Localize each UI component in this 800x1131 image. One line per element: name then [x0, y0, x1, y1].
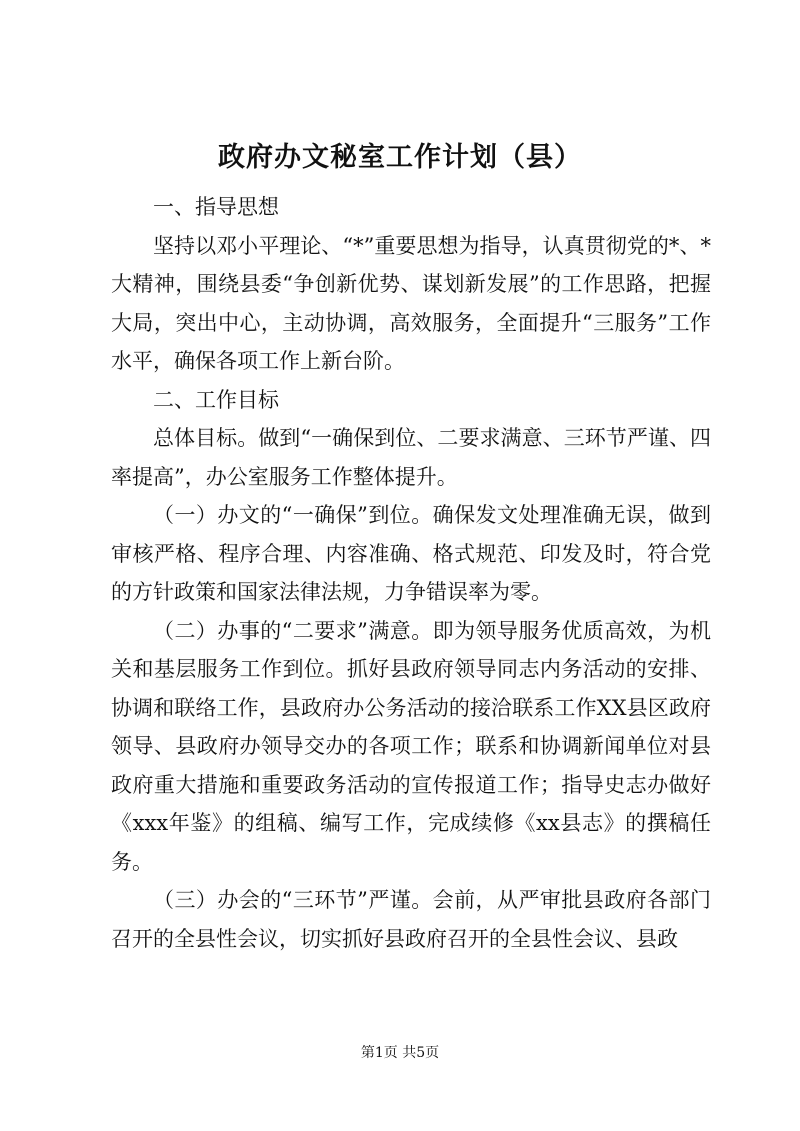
- document-body: [111, 188, 711, 958]
- section-heading-work-goals: 二、工作目标: [153, 387, 279, 412]
- paragraph-document-handling: （一）办文的“一确保”到位。确保发文处理准确无误，做到审核严格、程序合理、内容准确、格式规范、印发及时，符合党的方针政策和国家法律法规，力争错误率为零。: [111, 503, 711, 604]
- paragraph-overall-goal: 总体目标。做到“一确保到位、二要求满意、三环节严谨、四率提高”，办公室服务工作整体提升。: [111, 426, 711, 489]
- page-indicator: 第1页 共5页: [360, 1045, 440, 1061]
- paragraph-affairs-handling: （二）办事的“二要求”满意。即为领导服务优质高效，为机关和基层服务工作到位。抓好县政府领导同志内务活动的安排、协调和联络工作，县政府办公务活动的接洽联系工作XX县区政府领导、县政府办领导交办的各项工作；联系和协调新闻单位对县政府重大措施和重要政务活动的宣传报道工作；指导史志办做好《xxx年鉴》的组稿、编写工作，完成续修《xx县志》的撰稿任务。: [111, 618, 711, 874]
- section-heading-guiding-ideology: 一、指导思想: [153, 195, 279, 219]
- document-title: 政府办文秘室工作计划（县）: [218, 142, 582, 173]
- paragraph-meeting-handling: （三）办会的“三环节”严谨。会前，从严审批县政府各部门召开的全县性会议，切实抓好县政府召开的全县性会议、县政: [111, 888, 711, 951]
- paragraph-guiding-ideology: 坚持以邓小平理论、“*”重要思想为指导，认真贯彻党的*、*大精神，围绕县委“争创新优势、谋划新发展”的工作思路，把握大局，突出中心，主动协调，高效服务，全面提升“三服务”工作水平，确保各项工作上新台阶。: [111, 233, 711, 373]
